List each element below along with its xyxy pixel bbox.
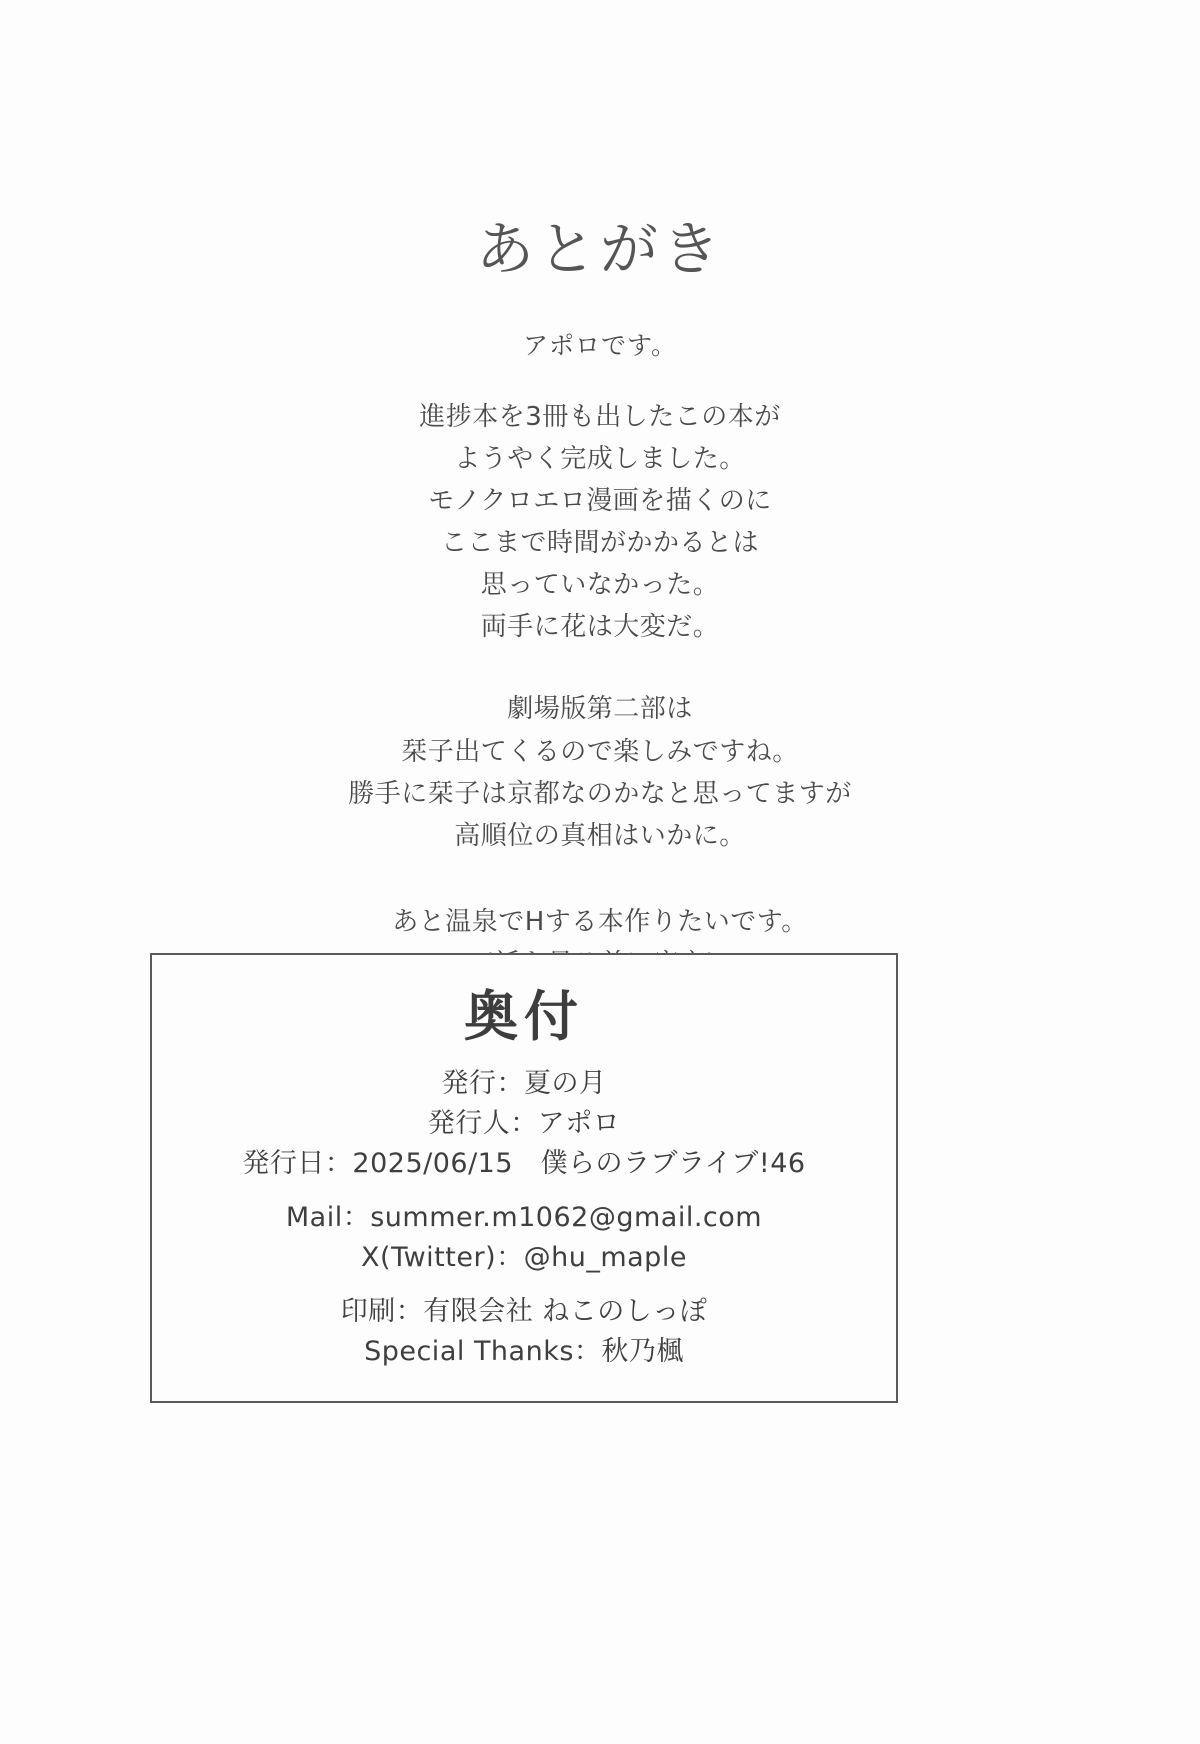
- afterword-paragraph-2: [0, 688, 1200, 856]
- afterword-greeting: アポロです。: [522, 330, 677, 360]
- afterword-line: 劇場版第二部は: [507, 694, 693, 725]
- afterword-line: モノクロエロ漫画を描くのに: [428, 486, 772, 517]
- afterword-line: 思っていなかった。: [480, 570, 720, 601]
- colophon-credits: [152, 1292, 896, 1372]
- colophon-publisher: 発行：夏の月: [441, 1068, 607, 1100]
- colophon-publication-info: [152, 1064, 896, 1184]
- afterword-line: 勝手に栞子は京都なのかなと思ってますが: [348, 778, 852, 809]
- afterword-line: 高順位の真相はいかに。: [454, 820, 746, 851]
- afterword-section: [0, 215, 1200, 985]
- afterword-line: ようやく完成しました。: [454, 443, 746, 474]
- colophon-title: 奥付: [464, 985, 584, 1048]
- colophon-content: [152, 955, 896, 1372]
- colophon-printer: 印刷：有限会社 ねこのしっぽ: [340, 1296, 708, 1328]
- colophon-mail: Mail：summer.m1062@gmail.com: [285, 1202, 763, 1234]
- colophon-twitter: X(Twitter)：@hu_maple: [361, 1242, 687, 1274]
- afterword-title: あとがき: [475, 215, 724, 283]
- afterword-paragraph-1: [0, 396, 1200, 649]
- colophon-publisher-person: 発行人：アポロ: [427, 1108, 621, 1140]
- colophon-publication-date: 発行日：2025/06/15 僕らのラブライブ!46: [242, 1148, 806, 1180]
- colophon-contact-info: [152, 1198, 896, 1278]
- afterword-line: ここまで時間がかかるとは: [440, 528, 759, 559]
- afterword-line: 両手に花は大変だ。: [480, 612, 720, 643]
- colophon-special-thanks: Special Thanks：秋乃楓: [364, 1336, 684, 1368]
- colophon-box: [150, 953, 898, 1403]
- afterword-line: 栞子出てくるので楽しみですね。: [401, 736, 799, 767]
- afterword-line: あと温泉でHする本作りたいです。: [392, 906, 808, 937]
- afterword-line: 進捗本を3冊も出したこの本が: [419, 401, 781, 432]
